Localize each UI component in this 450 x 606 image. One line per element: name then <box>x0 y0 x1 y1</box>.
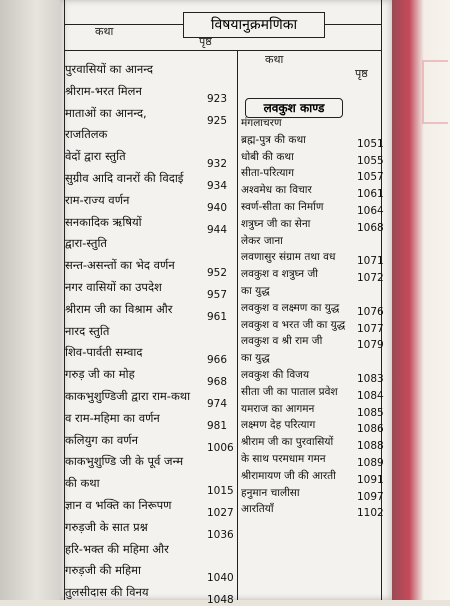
toc-entry-page: 966 <box>207 354 228 367</box>
toc-entry-text: राजतिलक <box>65 127 108 142</box>
page-title: विषयानुक्रमणिका <box>183 12 325 38</box>
toc-entry-text: काकभुशुण्डि जी के पूर्व जन्म <box>65 454 184 469</box>
toc-entry-page: 1051 <box>357 137 384 150</box>
toc-entry-text: राम-राज्य वर्णन <box>65 192 130 207</box>
toc-entry-page: 1102 <box>357 507 384 520</box>
toc-entry-text: सीता जी का पाताल प्रवेश <box>241 385 338 398</box>
toc-entry-text: शिव-पार्वती सम्वाद <box>65 345 143 360</box>
column-divider <box>237 50 238 600</box>
toc-entry-page: 1006 <box>207 441 234 454</box>
toc-entry-text: हनुमान चालीसा <box>241 486 300 499</box>
toc-entry-text: ज्ञान व भक्ति का निरूपण <box>65 498 172 512</box>
toc-entry-page: 1040 <box>207 572 234 585</box>
toc-entry-text: नगर वासियों का उपदेश <box>65 280 162 294</box>
toc-entry-text: लवकुश व श्री राम जी <box>241 335 323 348</box>
toc-entry-text: ब्रह्म-पुत्र की कथा <box>241 133 306 146</box>
column-header-katha-right: कथा <box>265 53 284 66</box>
toc-entry-text: माताओं का आनन्द, <box>65 105 147 120</box>
toc-entry-page: 1088 <box>357 440 384 453</box>
column-header-page-left: पृष्ठ <box>199 35 212 48</box>
toc-entry-page: 1057 <box>357 171 384 184</box>
toc-entry-text: द्वारा-स्तुति <box>65 236 107 251</box>
toc-entry-text: नारद स्तुति <box>65 323 110 338</box>
toc-entry-text: वेदों द्वारा स्तुति <box>65 149 126 164</box>
toc-entry-text: लक्ष्मण देह परित्याग <box>241 419 316 432</box>
toc-entry-page: 934 <box>207 180 228 192</box>
toc-entry-page: 1036 <box>207 528 234 541</box>
toc-entry-text: स्वर्ण-सीता का निर्माण <box>241 201 324 213</box>
toc-entry-page: 1015 <box>207 485 234 498</box>
toc-entry-text: लेकर जाना <box>241 234 283 247</box>
toc-entry-page: 940 <box>207 201 228 214</box>
column-header-katha-left: कथा <box>95 25 114 38</box>
toc-entry-page: 1068 <box>357 221 384 234</box>
toc-entry-page: 1083 <box>357 373 384 385</box>
toc-entry-text: गरुड़जी की महिमा <box>65 563 141 578</box>
toc-entry-text: श्रीराम-भरत मिलन <box>65 83 142 98</box>
toc-entry-text: लवणासुर संग्राम तथा वध <box>241 251 336 264</box>
toc-entry-text: यमराज का आगमन <box>241 402 315 415</box>
toc-entry-page: 1097 <box>357 490 384 503</box>
facing-page-ornament <box>422 60 448 124</box>
toc-entry-text: सनकादिक ऋषियों <box>65 214 142 229</box>
toc-entry-text: श्रीराम जी का पुरवासियों <box>241 436 334 449</box>
toc-entry-page: 1027 <box>207 507 234 519</box>
toc-entry-page: 968 <box>207 376 228 389</box>
toc-entry-text: श्रीरामायण जी की आरती <box>241 469 336 482</box>
toc-entry-text: अश्वमेध का विचार <box>241 184 312 197</box>
toc-entry-text: का युद्ध <box>241 285 270 297</box>
toc-entry-text: तुलसीदास की विनय <box>65 585 149 600</box>
toc-entry-text: श्रीराम जी का विश्राम और <box>65 301 173 316</box>
toc-entry-page: 952 <box>207 267 228 280</box>
toc-entry-text: पुरवासियों का आनन्द <box>65 62 153 76</box>
toc-entry-page: 974 <box>207 398 228 410</box>
toc-entry-page: 923 <box>207 92 228 105</box>
toc-entry-text: कलियुग का वर्णन <box>65 432 138 447</box>
toc-entry-text: की कथा <box>65 476 100 491</box>
toc-entry-text: शत्रुघ्न जी का सेना <box>241 217 311 230</box>
toc-entry-text: आरतियाँ <box>241 503 274 516</box>
header-rule-bottom <box>65 50 381 51</box>
toc-entry-page: 1084 <box>357 389 384 402</box>
toc-entry-page: 1089 <box>357 457 384 469</box>
toc-entry-text: व राम-महिमा का वर्णन <box>65 410 160 425</box>
toc-entry-page: 944 <box>207 223 228 236</box>
toc-entry-text: धोबी की कथा <box>241 150 294 163</box>
toc-entry-text: हरि-भक्त की महिमा और <box>65 541 169 556</box>
toc-entry-page: 1076 <box>357 305 384 318</box>
toc-entry-text: लवकुश की विजय <box>241 369 310 381</box>
toc-entry-page: 1079 <box>357 339 384 352</box>
toc-entry-text: का युद्ध <box>241 352 270 365</box>
toc-entry-page: 1091 <box>357 473 384 486</box>
page-frame <box>64 0 384 606</box>
toc-entry-page: 1072 <box>357 272 384 285</box>
toc-entry-text: गरुड़ जी का मोह <box>65 367 135 382</box>
toc-entry-page: 1064 <box>357 205 384 217</box>
toc-entry-page: 1077 <box>357 322 384 335</box>
toc-entry-text: लवकुश व शत्रुघ्न जी <box>241 268 318 281</box>
toc-entry-page: 1086 <box>357 423 384 436</box>
book-page <box>60 0 392 606</box>
toc-entry-text: सुग्रीव आदि वानरों की विदाई <box>65 171 184 185</box>
facing-page-edge <box>392 0 450 600</box>
book-binding-edge <box>0 0 60 600</box>
toc-entry-text: के साथ परमधाम गमन <box>241 453 326 465</box>
toc-entry-text: लवकुश व लक्ष्मण का युद्ध <box>241 301 340 314</box>
section-title-lavkush-kand: लवकुश काण्ड <box>245 98 343 118</box>
toc-entry-text: लवकुश व भरत जी का युद्ध <box>241 318 346 331</box>
toc-entry-page: 957 <box>207 289 228 301</box>
toc-entry-text: सन्त-असन्तों का भेद वर्णन <box>65 258 175 273</box>
toc-entry-text: मंगलाचरण <box>241 117 282 129</box>
toc-entry-page: 1071 <box>357 255 384 268</box>
toc-entry-text: सीता-परित्याग <box>241 167 295 180</box>
toc-entry-text: काकभुशुण्डिजी द्वारा राम-कथा <box>65 389 191 403</box>
toc-entry-page: 932 <box>207 158 228 171</box>
toc-entry-page: 925 <box>207 114 228 127</box>
toc-entry-text: गरुड़जी के सात प्रश्न <box>65 519 148 534</box>
toc-entry-page: 981 <box>207 419 228 432</box>
toc-entry-page: 961 <box>207 310 228 323</box>
toc-entry-page: 1061 <box>357 188 384 201</box>
column-header-page-right: पृष्ठ <box>355 67 368 80</box>
toc-entry-page: 1048 <box>207 594 234 606</box>
toc-entry-page: 1085 <box>357 406 384 419</box>
toc-entry-page: 1055 <box>357 154 384 167</box>
